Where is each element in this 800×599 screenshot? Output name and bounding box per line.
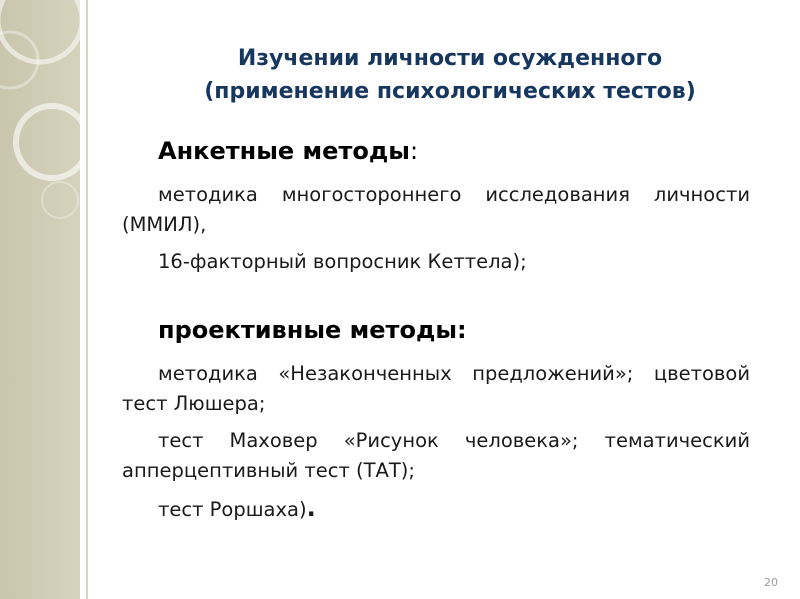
list-item [122, 493, 750, 525]
spacer [122, 284, 750, 315]
title-line-1: Изучении личности осужденного [237, 46, 663, 71]
list-item: методика «Незаконченных предложений»; цветовой тест Люшера; [122, 362, 750, 415]
section-heading-text: Анкетные методы [158, 137, 410, 165]
list-item: 16-факторный вопросник Кеттела); [158, 250, 527, 273]
page-number: 20 [764, 576, 778, 589]
slide-body [122, 136, 750, 532]
section-heading-colon: : [409, 137, 419, 165]
decorative-side-panel [0, 0, 80, 599]
decorative-circles-icon [0, 0, 80, 599]
list-item-text: тест Роршаха) [158, 498, 307, 521]
side-divider [86, 0, 88, 599]
slide-title [120, 42, 780, 108]
section-heading-questionnaire [122, 136, 750, 166]
title-line-2: (применение психологических тестов) [204, 79, 696, 104]
list-item: методика многостороннего исследования личности (ММИЛ), [122, 183, 750, 236]
section-heading-projective: проективные методы: [158, 316, 467, 344]
list-item: тест Маховер «Рисунок человека»; тематический апперцептивный тест (ТАТ); [122, 429, 750, 482]
list-item-period: . [306, 494, 316, 522]
